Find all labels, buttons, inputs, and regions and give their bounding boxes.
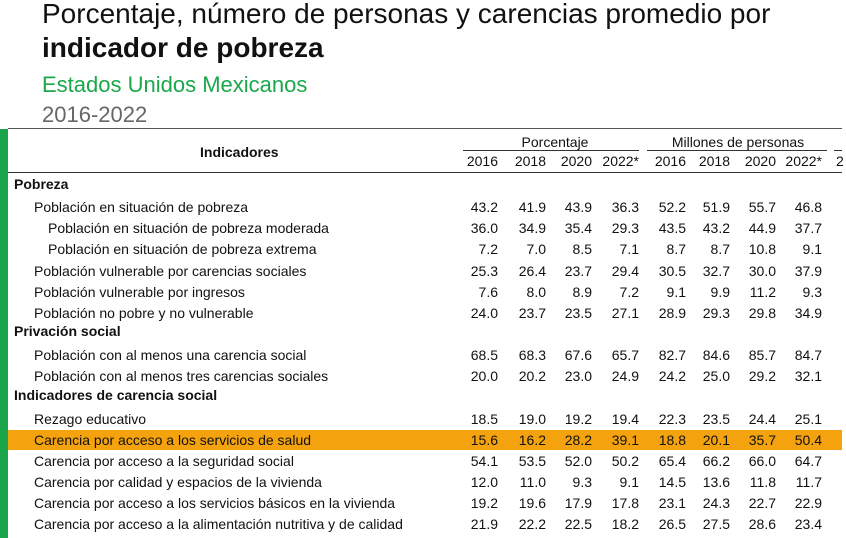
section-row (8, 385, 842, 405)
table-top-border (8, 128, 842, 129)
cell-value: 7.2 (619, 284, 639, 300)
year-header: 2016 (654, 153, 686, 169)
year-header: 2020 (744, 153, 776, 169)
cell-value: 43.5 (658, 220, 686, 236)
cell-value: 25.3 (470, 263, 498, 279)
cell-value: 17.9 (564, 495, 592, 511)
table-row (8, 239, 842, 259)
cell-value: 19.2 (470, 495, 498, 511)
table-row (8, 197, 842, 217)
cell-value: 24.0 (470, 305, 498, 321)
table-row (8, 514, 842, 534)
cell-value: 20.0 (470, 368, 498, 384)
cell-value: 22.9 (794, 495, 822, 511)
table-row (8, 261, 842, 281)
cell-value: 32.1 (794, 368, 822, 384)
row-label: Carencia por acceso a la seguridad social (34, 453, 294, 469)
cell-value: 16.2 (518, 432, 546, 448)
cell-value: 82.7 (658, 347, 686, 363)
cell-value: 67.6 (564, 347, 592, 363)
cell-value: 22.7 (748, 495, 776, 511)
cell-value: 9.1 (802, 241, 822, 257)
cell-value: 43.9 (564, 199, 592, 215)
cell-value: 43.2 (702, 220, 730, 236)
table-row (8, 493, 842, 513)
cell-value: 51.9 (702, 199, 730, 215)
cell-value: 39.1 (611, 432, 639, 448)
cell-value: 24.3 (702, 495, 730, 511)
cell-value: 8.0 (526, 284, 546, 300)
cell-value: 9.1 (619, 474, 639, 490)
section-row (8, 174, 842, 194)
table-row (8, 303, 842, 323)
group-divider-percentage (463, 150, 639, 151)
cell-value: 35.7 (748, 432, 776, 448)
row-label: Población no pobre y no vulnerable (34, 305, 254, 321)
cell-value: 37.9 (794, 263, 822, 279)
cell-value: 19.2 (564, 411, 592, 427)
cell-value: 8.7 (710, 241, 730, 257)
table-row (8, 345, 842, 365)
row-label: Carencia por acceso a los servicios de salud (34, 432, 312, 448)
table-row (8, 472, 842, 492)
cell-value: 18.2 (611, 516, 639, 532)
cell-value: 23.4 (794, 516, 822, 532)
cell-value: 65.4 (658, 453, 686, 469)
cell-value: 29.3 (702, 305, 730, 321)
cell-value: 9.1 (666, 284, 686, 300)
cell-value: 25.1 (794, 411, 822, 427)
header-bottom-border (8, 172, 842, 173)
cell-value: 55.7 (748, 199, 776, 215)
cell-value: 32.7 (702, 263, 730, 279)
highlighted-row (8, 430, 842, 450)
year-header: 2018 (514, 153, 546, 169)
cell-value: 50.2 (611, 453, 639, 469)
cell-value: 7.2 (478, 241, 498, 257)
cell-value: 19.6 (518, 495, 546, 511)
row-label: Población vulnerable por ingresos (34, 284, 245, 300)
table-row (8, 282, 842, 302)
table-row (8, 366, 842, 386)
cell-value: 20.2 (518, 368, 546, 384)
cell-value: 64.7 (794, 453, 822, 469)
group-header-millions: Millones de personas (671, 134, 805, 150)
cell-value: 18.8 (658, 432, 686, 448)
row-label: Carencia por acceso a los servicios básicos en la vivienda (34, 495, 396, 511)
cell-value: 85.7 (748, 347, 776, 363)
cell-value: 28.6 (748, 516, 776, 532)
period-label: 2016-2022 (42, 102, 148, 127)
cell-value: 23.7 (564, 263, 592, 279)
cell-value: 18.5 (470, 411, 498, 427)
group-divider-millions (647, 150, 827, 151)
cell-value: 30.0 (748, 263, 776, 279)
cell-value: 7.1 (619, 241, 639, 257)
cell-value: 34.9 (794, 305, 822, 321)
row-label: Población en situación de pobreza extrema (48, 241, 317, 257)
cell-value: 8.9 (572, 284, 592, 300)
cell-value: 26.5 (658, 516, 686, 532)
cell-value: 9.9 (710, 284, 730, 300)
section-label: Indicadores de carencia social (14, 387, 218, 403)
cell-value: 34.9 (518, 220, 546, 236)
cell-value: 84.7 (794, 347, 822, 363)
table-row (8, 409, 842, 429)
cell-value: 26.4 (518, 263, 546, 279)
cell-value: 37.7 (794, 220, 822, 236)
cell-value: 14.5 (658, 474, 686, 490)
year-header: 2022* (785, 153, 822, 169)
row-label: Población vulnerable por carencias sociales (34, 263, 307, 279)
cell-value: 22.3 (658, 411, 686, 427)
row-label: Población con al menos una carencia social (34, 347, 307, 363)
cell-value: 10.8 (748, 241, 776, 257)
cell-value: 43.2 (470, 199, 498, 215)
cell-value: 29.4 (611, 263, 639, 279)
cell-value: 68.3 (518, 347, 546, 363)
year-header: 2020 (560, 153, 592, 169)
year-header: 2016 (466, 153, 498, 169)
cell-value: 68.5 (470, 347, 498, 363)
row-label: Población en situación de pobreza (34, 199, 249, 215)
cell-value: 8.7 (666, 241, 686, 257)
cell-value: 84.6 (702, 347, 730, 363)
cell-value: 25.0 (702, 368, 730, 384)
row-label: Rezago educativo (34, 411, 147, 427)
cell-value: 7.6 (478, 284, 498, 300)
group-divider-cut (834, 150, 842, 151)
row-label: Carencia por acceso a la alimentación nutritiva y de calidad (34, 516, 403, 532)
cell-value: 44.9 (748, 220, 776, 236)
cell-value: 11.0 (519, 474, 546, 490)
cell-value: 19.4 (611, 411, 639, 427)
indicators-header: Indicadores (200, 144, 279, 160)
cell-value: 29.2 (748, 368, 776, 384)
cell-value: 36.3 (611, 199, 639, 215)
cell-value: 9.3 (802, 284, 822, 300)
cell-value: 66.2 (702, 453, 730, 469)
cell-value: 17.8 (611, 495, 639, 511)
cell-value: 23.5 (564, 305, 592, 321)
year-header-cut: 2 (836, 153, 844, 169)
cell-value: 23.1 (658, 495, 686, 511)
cell-value: 27.5 (702, 516, 730, 532)
cell-value: 52.2 (658, 199, 686, 215)
row-label: Población con al menos tres carencias sociales (34, 368, 329, 384)
cell-value: 11.2 (749, 284, 776, 300)
cell-value: 11.8 (749, 474, 776, 490)
cell-value: 66.0 (748, 453, 776, 469)
cell-value: 24.2 (658, 368, 686, 384)
row-label: Población en situación de pobreza moderada (48, 220, 329, 236)
table-row (8, 218, 842, 238)
cell-value: 52.0 (564, 453, 592, 469)
cell-value: 65.7 (611, 347, 639, 363)
cell-value: 13.6 (702, 474, 730, 490)
cell-value: 19.0 (518, 411, 546, 427)
section-label: Privación social (14, 323, 121, 339)
cell-value: 9.3 (572, 474, 592, 490)
cell-value: 20.1 (702, 432, 730, 448)
cell-value: 30.5 (658, 263, 686, 279)
cell-value: 29.3 (611, 220, 639, 236)
page-title-line1: Porcentaje, número de personas y carencias promedio por (42, 0, 771, 29)
cell-value: 28.9 (658, 305, 686, 321)
cell-value: 24.9 (611, 368, 639, 384)
cell-value: 15.6 (470, 432, 498, 448)
cell-value: 22.2 (518, 516, 546, 532)
page-title-line2: indicador de pobreza (42, 32, 324, 63)
cell-value: 28.2 (564, 432, 592, 448)
cell-value: 11.7 (795, 474, 822, 490)
cell-value: 23.0 (564, 368, 592, 384)
page-subtitle: Estados Unidos Mexicanos (42, 72, 308, 97)
cell-value: 41.9 (518, 199, 546, 215)
cell-value: 35.4 (564, 220, 592, 236)
cell-value: 46.8 (794, 199, 822, 215)
table-row (8, 451, 842, 471)
cell-value: 53.5 (518, 453, 546, 469)
section-label: Pobreza (14, 176, 69, 192)
group-header-percentage: Porcentaje (521, 134, 589, 150)
cell-value: 36.0 (470, 220, 498, 236)
cell-value: 27.1 (611, 305, 639, 321)
cell-value: 23.5 (702, 411, 730, 427)
cell-value: 22.5 (564, 516, 592, 532)
cell-value: 23.7 (518, 305, 546, 321)
row-label: Carencia por calidad y espacios de la vivienda (34, 474, 322, 490)
year-header: 2022* (602, 153, 639, 169)
cell-value: 7.0 (526, 241, 546, 257)
section-row (8, 321, 842, 341)
cell-value: 50.4 (794, 432, 822, 448)
cell-value: 54.1 (470, 453, 498, 469)
cell-value: 29.8 (748, 305, 776, 321)
cell-value: 8.5 (572, 241, 592, 257)
cell-value: 21.9 (470, 516, 498, 532)
cell-value: 24.4 (748, 411, 776, 427)
cell-value: 12.0 (470, 474, 498, 490)
accent-bar (0, 129, 8, 538)
year-header: 2018 (698, 153, 730, 169)
